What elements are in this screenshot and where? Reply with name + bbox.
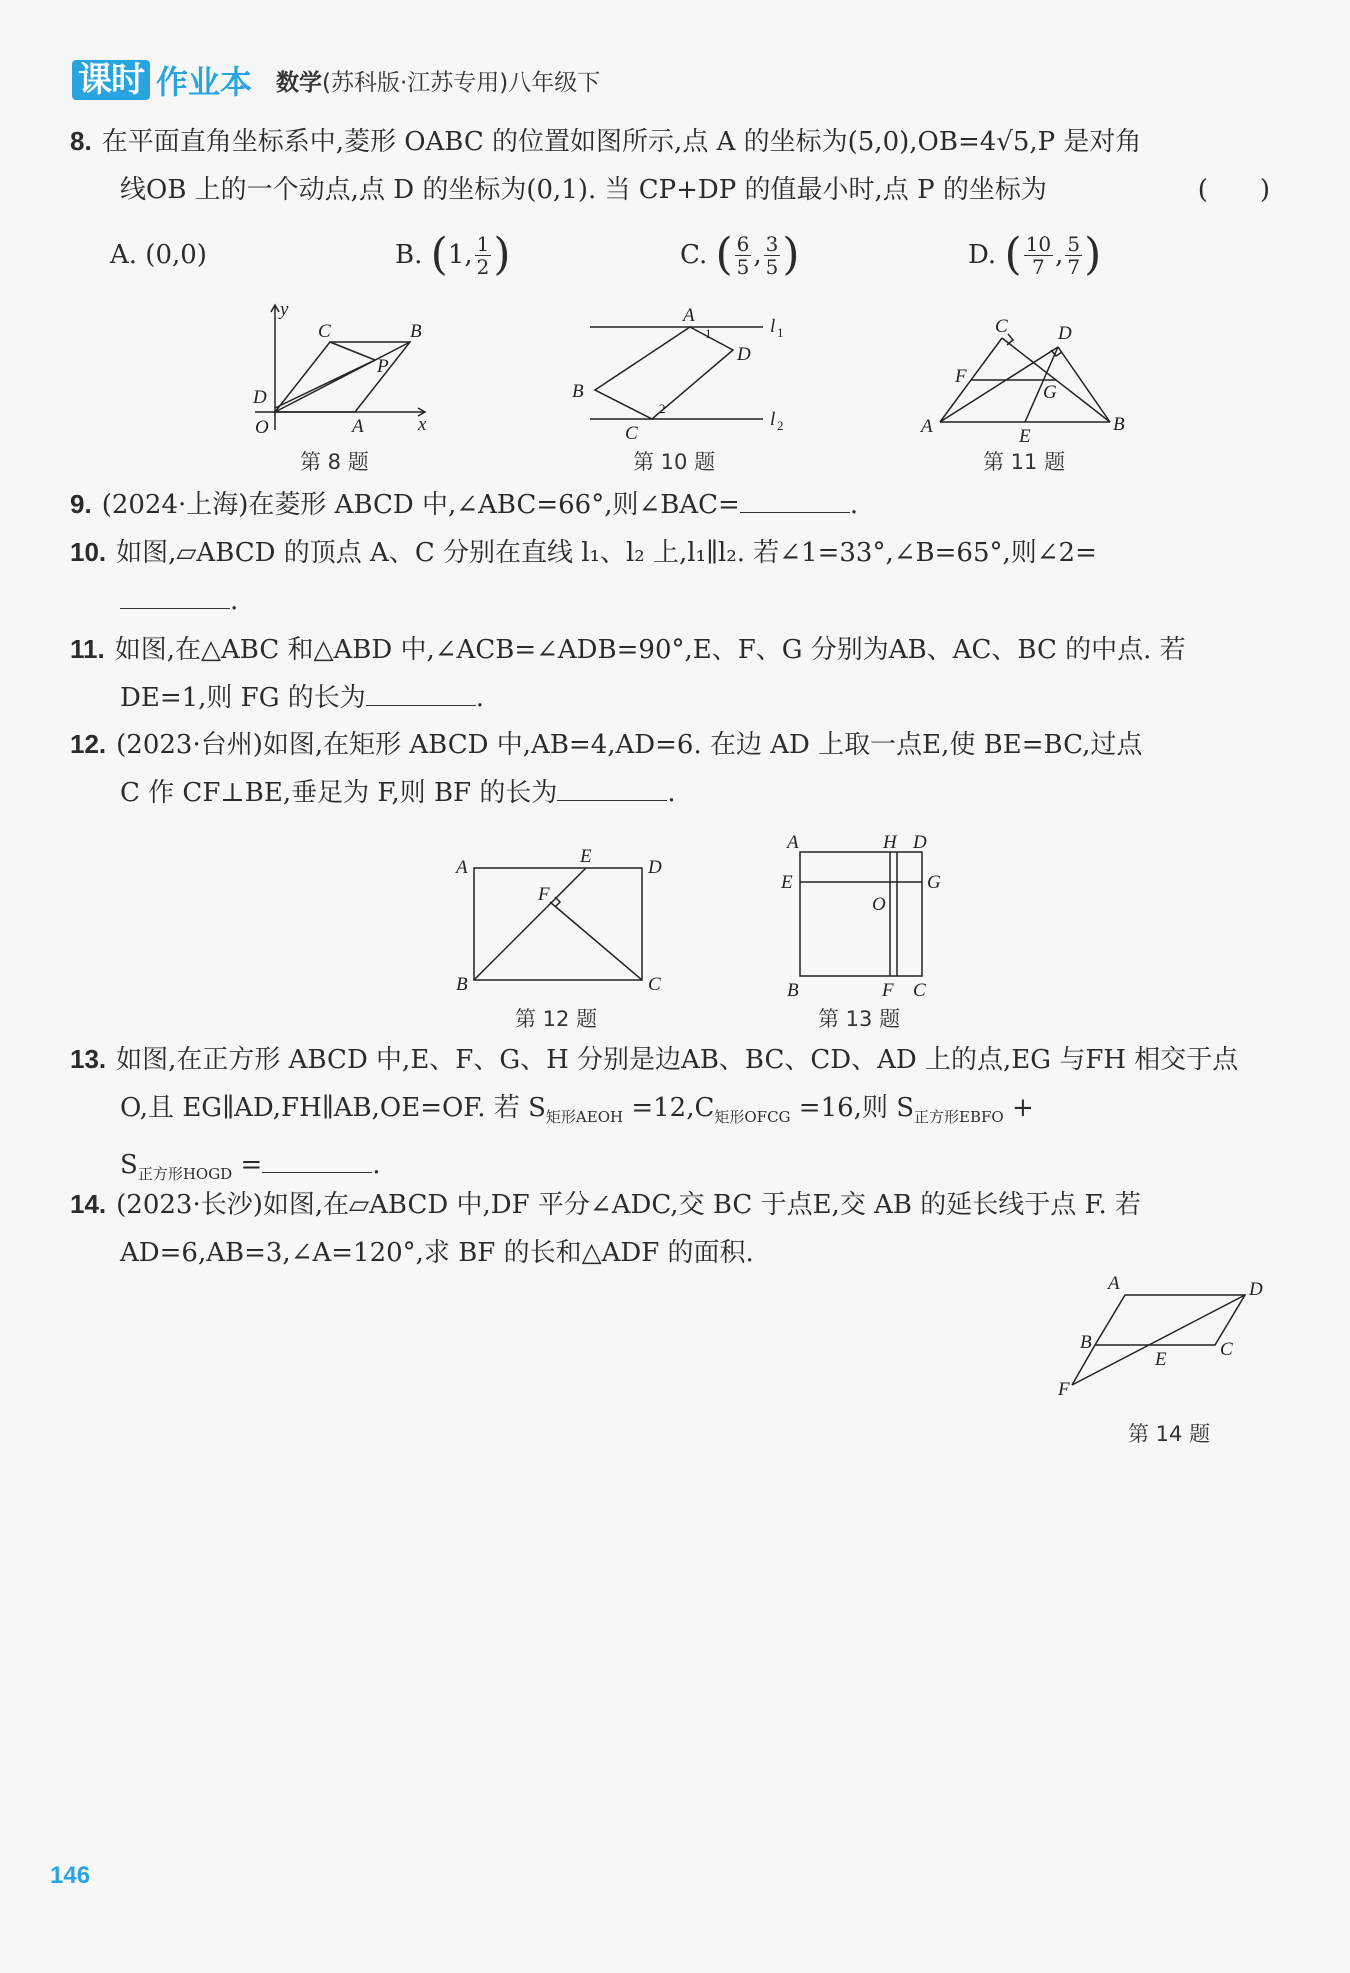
label-angle1: 1 <box>705 326 712 341</box>
label-c: C <box>1220 1339 1233 1360</box>
period: . <box>475 683 485 713</box>
label-b: B <box>410 321 422 342</box>
text-part: O,且 EG∥AD,FH∥AB,OE=OF. 若 S <box>120 1093 546 1123</box>
logo-box: 课时 <box>72 60 150 100</box>
subscript: 正方形EBFO <box>914 1108 1004 1127</box>
fraction <box>764 233 781 278</box>
label-a: A <box>456 857 468 878</box>
figure-10-diagram <box>565 305 795 445</box>
denominator: 5 <box>765 254 779 279</box>
question-text-line2 <box>70 1084 1270 1141</box>
figure-12-diagram <box>450 840 680 1000</box>
question-text-line2 <box>70 1229 1270 1277</box>
label-e: E <box>1155 1349 1167 1370</box>
label-l: l <box>770 409 776 430</box>
subscript: 矩形OFCG <box>714 1108 791 1127</box>
text-part: =16,则 S <box>790 1093 915 1123</box>
choice-a <box>110 220 207 290</box>
label-b: B <box>1113 414 1125 435</box>
label-x: x <box>418 414 427 435</box>
figure-13 <box>775 830 955 1004</box>
page-header <box>72 58 600 102</box>
denominator: 5 <box>736 254 750 279</box>
figure-10 <box>565 305 795 449</box>
label-o: O <box>255 417 269 438</box>
question-text: 如图,在正方形 ABCD 中,E、F、G、H 分别是边AB、BC、CD、AD 上的点,EG 与FH 相交于点 <box>116 1045 1239 1075</box>
label-l-sub1: 1 <box>777 325 784 340</box>
label-l-sub2: 2 <box>777 418 784 433</box>
fraction <box>1024 233 1053 278</box>
caption-fig13: 第 13 题 <box>818 1007 901 1031</box>
numerator: 1 <box>476 231 490 256</box>
label-o: O <box>872 894 886 915</box>
denominator: 7 <box>1031 254 1045 279</box>
question-text: 在平面直角坐标系中,菱形 OABC 的位置如图所示,点 A 的坐标为(5,0),OB=4√5,P 是对角 <box>101 127 1142 157</box>
label-angle2: 2 <box>659 401 666 416</box>
answer-line <box>70 577 1270 625</box>
text-part: =12,C <box>623 1093 715 1123</box>
label-d: D <box>913 832 927 853</box>
label-b: B <box>1080 1332 1092 1353</box>
question-8 <box>70 117 1270 214</box>
choice-b-int: 1, <box>447 240 473 270</box>
subscript: 正方形HOGD <box>137 1165 233 1184</box>
fraction <box>735 233 752 278</box>
choice-b-label: B. <box>395 240 423 270</box>
question-text-line2 <box>70 674 1270 722</box>
figure-11-diagram <box>915 310 1135 447</box>
question-text: (2023·长沙)如图,在▱ABCD 中,DF 平分∠ADC,交 BC 于点E,交 AB 的延长线于点 F. 若 <box>116 1190 1142 1220</box>
caption-fig10: 第 10 题 <box>633 450 716 474</box>
caption-fig12: 第 12 题 <box>515 1007 598 1031</box>
question-14 <box>70 1180 1270 1277</box>
choice-c-label: C. <box>680 240 708 270</box>
label-f: F <box>882 980 894 1001</box>
denominator: 2 <box>476 254 490 279</box>
rectangle-abcd <box>474 868 642 980</box>
question-text: 如图,在△ABC 和△ABD 中,∠ACB=∠ADB=90°,E、F、G 分别为AB、AC、BC 的中点. 若 <box>114 635 1186 665</box>
choice-a-text: A. (0,0) <box>110 240 207 270</box>
label-c: C <box>995 316 1008 337</box>
figure-8-diagram <box>240 300 440 440</box>
caption-fig11: 第 11 题 <box>983 450 1066 474</box>
question-11 <box>70 625 1270 722</box>
period: . <box>230 586 239 616</box>
question-number: 11. <box>70 634 105 664</box>
question-text: (2024·上海)在菱形 ABCD 中,∠ABC=66°,则∠BAC= <box>101 490 740 520</box>
period: . <box>372 1150 381 1181</box>
label-d: D <box>648 857 662 878</box>
question-text-cont: DE=1,则 FG 的长为 <box>120 683 366 713</box>
book-info <box>276 64 600 97</box>
question-text-cont: AD=6,AB=3,∠A=120°,求 BF 的长和△ADF 的面积. <box>120 1238 754 1268</box>
label-e: E <box>1019 426 1031 447</box>
segment-dp <box>275 360 375 408</box>
figure-12 <box>450 840 680 1004</box>
label-c: C <box>318 321 331 342</box>
label-d: D <box>253 387 267 408</box>
numerator: 5 <box>1067 231 1081 256</box>
label-f: F <box>1058 1379 1070 1400</box>
label-g: G <box>1043 382 1057 403</box>
subject: 数学 <box>276 69 323 96</box>
right-angle-c <box>1007 334 1013 345</box>
caption-fig14: 第 14 题 <box>1128 1422 1211 1446</box>
caption-fig8: 第 8 题 <box>300 450 369 474</box>
diagonal-ob <box>275 342 410 412</box>
fraction <box>1065 233 1082 278</box>
parallelogram-abcd <box>1095 1295 1245 1345</box>
label-a: A <box>352 416 364 437</box>
figure-14-diagram <box>1050 1275 1280 1415</box>
choice-d: D. ( $\frac{10}{7}$ , $\frac{5}{7}$ ) <box>968 229 1102 280</box>
text-part: = <box>232 1150 263 1181</box>
choice-b: B. ( 1, $\frac{1}{2}$ ) <box>395 229 511 280</box>
segment-cf <box>550 902 642 980</box>
question-text-line2 <box>70 166 1270 214</box>
figure-11 <box>915 310 1135 447</box>
label-c: C <box>913 980 926 1001</box>
label-b: B <box>456 974 468 995</box>
question-12 <box>70 720 1270 817</box>
answer-blank[interactable] <box>740 484 850 513</box>
text-part: + <box>1003 1093 1034 1123</box>
numerator: 10 <box>1025 231 1052 256</box>
question-13 <box>70 1035 1270 1198</box>
question-10 <box>70 528 1270 625</box>
segment-db <box>1058 347 1110 422</box>
choices-8 <box>110 220 1210 290</box>
answer-blank[interactable] <box>262 1144 372 1173</box>
figure-14 <box>1050 1275 1280 1419</box>
denominator: 7 <box>1067 254 1081 279</box>
question-number: 14. <box>70 1189 107 1219</box>
label-p: P <box>377 356 389 377</box>
label-f: F <box>538 884 550 905</box>
label-e: E <box>781 872 793 893</box>
label-a: A <box>1108 1273 1120 1294</box>
label-g: G <box>927 872 941 893</box>
segment-be <box>474 868 586 980</box>
subscript: 矩形AEOH <box>545 1108 624 1127</box>
edition: (苏科版·江苏专用)八年级下 <box>322 69 601 96</box>
label-a: A <box>787 832 799 853</box>
text-part: S <box>120 1150 138 1181</box>
label-h: H <box>883 832 897 853</box>
choice-d-label: D. <box>968 240 997 270</box>
label-c: C <box>625 423 638 444</box>
page-number: 146 <box>50 1862 91 1889</box>
fraction <box>475 233 492 278</box>
question-number: 9. <box>70 489 92 519</box>
label-c: C <box>648 974 661 995</box>
label-a: A <box>921 416 933 437</box>
label-d: D <box>1249 1279 1263 1300</box>
label-d: D <box>737 344 751 365</box>
label-b: B <box>572 381 584 402</box>
numerator: 3 <box>765 231 779 256</box>
label-f: F <box>955 366 967 387</box>
question-text-cont: 线OB 上的一个动点,点 D 的坐标为(0,1). 当 CP+DP 的值最小时,点 P 的坐标为 <box>120 175 1047 205</box>
period: . <box>667 778 676 808</box>
segment-cp <box>330 342 375 360</box>
figure-8 <box>240 300 440 444</box>
question-9 <box>70 480 1270 529</box>
figure-13-diagram <box>775 830 955 1000</box>
label-d: D <box>1058 323 1072 344</box>
answer-blank[interactable] <box>120 580 230 609</box>
square-abcd <box>800 852 922 976</box>
question-text: (2023·台州)如图,在矩形 ABCD 中,AB=4,AD=6. 在边 AD 上取一点E,使 BE=BC,过点 <box>116 730 1143 760</box>
question-text-line2 <box>70 769 1270 817</box>
right-angle-f <box>555 897 560 907</box>
series-logo <box>72 57 252 103</box>
question-text: 如图,▱ABCD 的顶点 A、C 分别在直线 l₁、l₂ 上,l₁∥l₂. 若∠1=33°,∠B=65°,则∠2= <box>116 538 1097 568</box>
choice-c: C. ( $\frac{6}{5}$ , $\frac{3}{5}$ ) <box>680 229 800 280</box>
answer-blank[interactable] <box>366 677 476 706</box>
logo-text: 作业本 <box>156 63 253 101</box>
label-a: A <box>683 305 695 326</box>
label-e: E <box>580 846 592 867</box>
numerator: 6 <box>736 231 750 256</box>
period: . <box>849 490 859 520</box>
question-text-cont: C 作 CF⊥BE,垂足为 F,则 BF 的长为 <box>120 778 558 808</box>
question-number: 10. <box>70 537 107 567</box>
question-number: 13. <box>70 1044 107 1074</box>
label-b: B <box>787 980 799 1001</box>
label-y: y <box>280 299 289 320</box>
label-l: l <box>770 316 776 337</box>
question-number: 8. <box>70 126 92 156</box>
answer-parens: ( ) <box>1197 175 1270 205</box>
answer-blank[interactable] <box>557 772 667 801</box>
question-number: 12. <box>70 729 107 759</box>
